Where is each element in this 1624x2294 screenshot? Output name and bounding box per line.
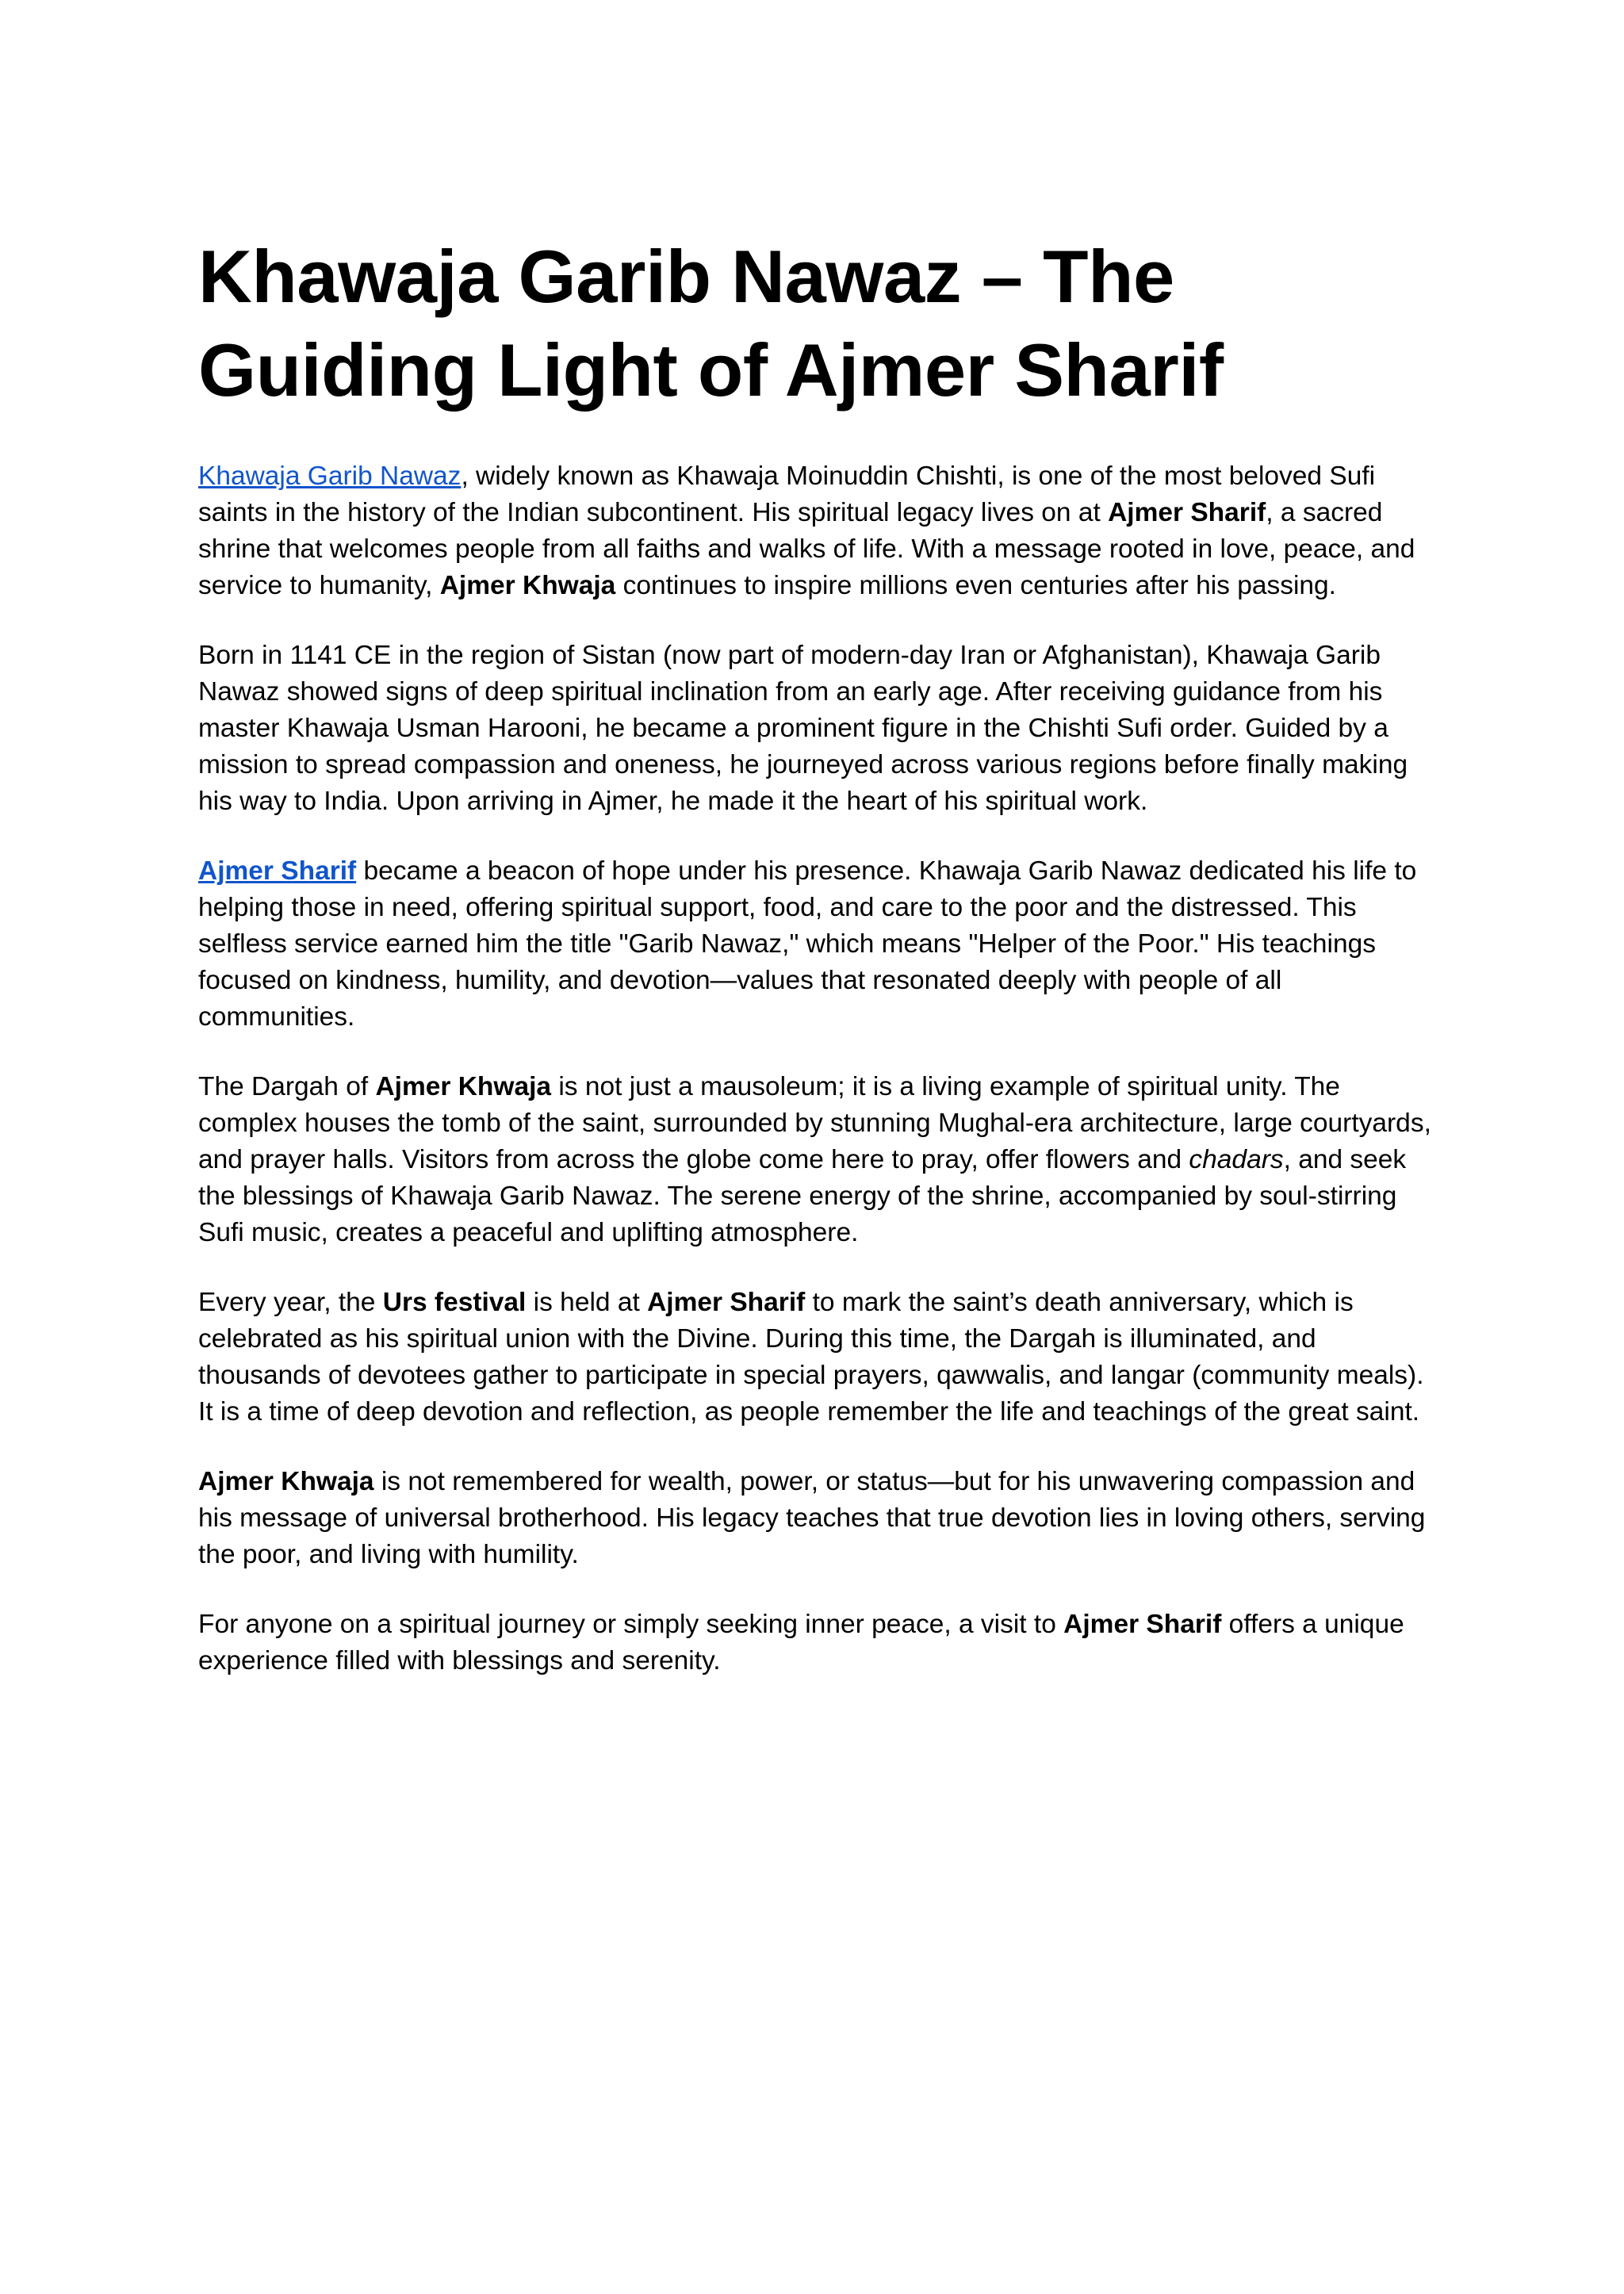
bold-text: Ajmer Sharif (1063, 1610, 1222, 1639)
text-span: became a beacon of hope under his presence. Khawaja Garib Nawaz dedicated his life to helping those in need, offering spiritual support, food, and care to the poor and the distressed. This selfless service earned him the title "Garib Nawaz," which means "Helper of the Poor." His teachings focused on kindness, humility, and devotion—values that resonated deeply with people of all communities. (198, 856, 1417, 1032)
document-page (198, 230, 1435, 1713)
paragraph-birth (198, 638, 1435, 820)
bold-text: Urs festival (382, 1288, 527, 1317)
paragraph-visit (198, 1607, 1435, 1679)
text-span: , and seek the blessings of Khawaja Garib Nawaz. The serene energy of the shrine, accompanied by soul-stirring Sufi music, creates a peaceful and uplifting atmosphere. (198, 1145, 1407, 1247)
ajmer-sharif-link[interactable]: Ajmer Sharif (198, 856, 357, 886)
text-span: , widely known as Khawaja Moinuddin Chishti, is one of the most beloved Sufi saints in the history of the Indian subcontinent. His spiritual legacy lives on at (198, 461, 1376, 527)
text-span: is not remembered for wealth, power, or status—but for his unwavering compassion and his message of universal brotherhood. His legacy teaches that true devotion lies in loving others, serving the poor, and living with humility. (198, 1467, 1426, 1569)
paragraph-legacy (198, 1464, 1435, 1573)
text-span: continues to inspire millions even centuries after his passing. (615, 571, 1336, 600)
paragraph-intro (198, 458, 1435, 604)
page-title: Khawaja Garib Nawaz – The Guiding Light of Ajmer Sharif (198, 235, 1224, 412)
text-span: offers a unique experience filled with blessings and serenity. (198, 1610, 1404, 1676)
paragraph-urs (198, 1285, 1435, 1430)
text-span: Born in 1141 CE in the region of Sistan (now part of modern-day Iran or Afghanistan), Khawaja Garib Nawaz showed signs of deep spiritual inclination from an early age. After receiving guidance from his master Khawaja Usman Harooni, he became a prominent figure in the Chishti Sufi order. Guided by a mission to spread compassion and oneness, he journeyed across various regions before finally making his way to India. Upon arriving in Ajmer, he made it the heart of his spiritual work. (198, 641, 1408, 816)
text-span: Every year, the (198, 1288, 383, 1317)
bold-text: Ajmer Sharif (1108, 498, 1266, 527)
text-span: , a sacred shrine that welcomes people from all faiths and walks of life. With a message rooted in love, peace, and service to humanity, (198, 498, 1415, 600)
bold-text: Ajmer Khwaja (375, 1072, 552, 1101)
bold-text: Ajmer Sharif (647, 1288, 806, 1317)
text-span: to mark the saint’s death anniversary, which is celebrated as his spiritual union with the Divine. During this time, the Dargah is illuminated, and thousands of devotees gather to participate in special prayers, qawwalis, and langar (community meals). It is a time of deep devotion and reflection, as people remember the life and teachings of the great saint. (198, 1288, 1424, 1427)
paragraph-dargah (198, 1069, 1435, 1251)
text-span: The Dargah of (198, 1072, 376, 1101)
italic-text: chadars (1189, 1145, 1284, 1174)
bold-text: Ajmer Khwaja (198, 1467, 374, 1496)
paragraph-beacon (198, 853, 1435, 1036)
khawaja-garib-nawaz-link[interactable]: Khawaja Garib Nawaz (198, 461, 462, 491)
text-span: is not just a mausoleum; it is a living example of spiritual unity. The complex houses the tomb of the saint, surrounded by stunning Mughal-era architecture, large courtyards, and prayer halls. Visitors from across the globe come here to pray, offer flowers and (198, 1072, 1431, 1174)
text-span: For anyone on a spiritual journey or simply seeking inner peace, a visit to (198, 1610, 1064, 1639)
text-span: is held at (526, 1288, 648, 1317)
bold-text: Ajmer Khwaja (439, 571, 616, 600)
